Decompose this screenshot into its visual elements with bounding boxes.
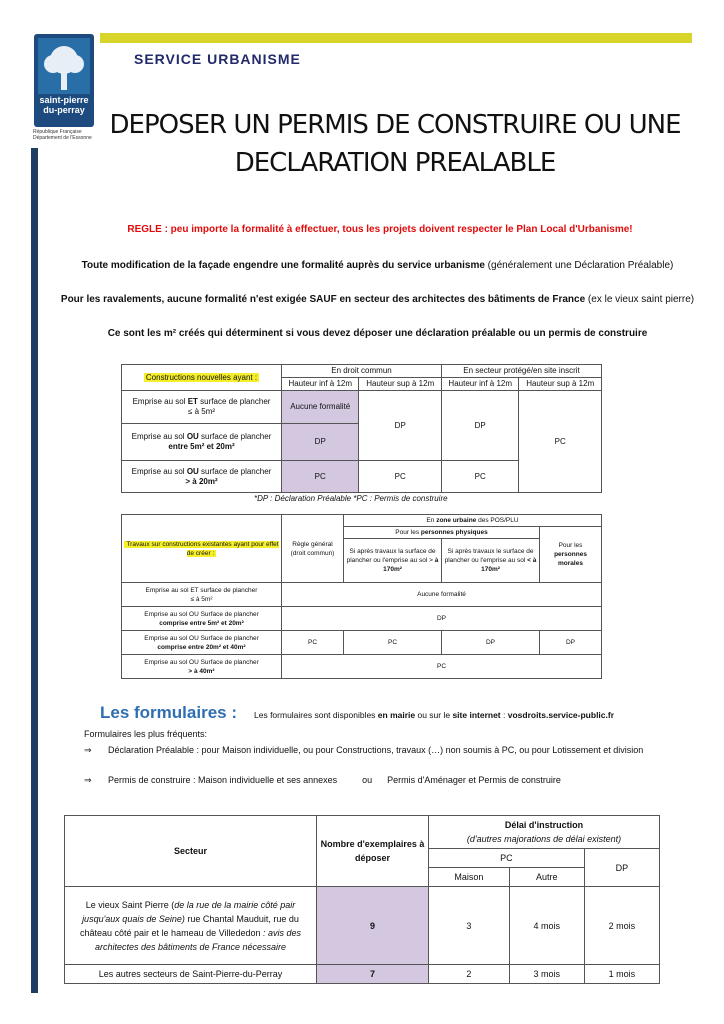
table-row-label: Le vieux Saint Pierre (de la rue de la mairie côté pair jusqu'aux quais de Seine) rue Chantal Mauduit, rue du château côté pair et le hameau de Villededon : avis des architectes des bâtiments de France nécessaire — [65, 887, 317, 965]
table-cell: 9 — [317, 887, 429, 965]
table-cell: DP — [540, 631, 602, 655]
table-header: Règle général (droit commun) — [282, 515, 344, 583]
arrow-icon: ⇒ — [84, 775, 92, 785]
table-cell: PC — [282, 631, 344, 655]
table-cell: 7 — [317, 965, 429, 984]
arrow-icon: ⇒ — [84, 745, 92, 755]
table-cell: 4 mois — [509, 887, 584, 965]
table-row-label: Emprise au sol ET surface de plancher ≤ à 5m² — [122, 583, 282, 607]
instruction-delay-table — [64, 815, 660, 984]
table-cell: Aucune formalité — [282, 583, 602, 607]
paragraph-m2: Ce sont les m² créés qui déterminent si vous devez déposer une déclaration préalable ou un permis de construire — [107, 328, 648, 339]
list-item: ⇒ Déclaration Préalable : pour Maison individuelle, ou pour Constructions, travaux (…) non soumis à PC, ou pour Lotissement et division — [84, 742, 664, 776]
paragraph-ravalement: Pour les ravalements, aucune formalité n'est exigée SAUF en secteur des architectes des bâtiments de France (ex le vieux saint pierre) — [60, 294, 695, 305]
table-subheader: DP — [584, 849, 659, 887]
table-row-label: Emprise au sol OU Surface de plancher comprise entre 5m² et 20m² — [122, 607, 282, 631]
abbreviation-notes: *DP : Déclaration Préalable *PC : Permis de construire — [254, 494, 448, 503]
forms-availability: Les formulaires sont disponibles en mairie ou sur le site internet : vosdroits.service-public.fr — [254, 710, 615, 720]
table-header: Pour les personnes morales — [540, 527, 602, 583]
table-cell: PC — [359, 461, 442, 493]
table-group-header: En secteur protégé/en site inscrit — [441, 365, 601, 378]
table-cell: 2 — [429, 965, 510, 984]
table-subheader: Hauteur inf à 12m — [441, 378, 518, 391]
left-accent-bar — [31, 148, 38, 993]
table-subheader: Si après travaux la surface de plancher ou l'emprise au sol > à 170m² — [344, 539, 442, 583]
table-cell: DP — [442, 631, 540, 655]
table-cell: PC — [344, 631, 442, 655]
table-group-header: En zone urbaine des POS/PLU — [344, 515, 602, 527]
tree-emblem — [38, 38, 90, 94]
table-group-header: En droit commun — [282, 365, 442, 378]
table-subheader: PC — [429, 849, 585, 868]
table-row-label: Emprise au sol OU Surface de plancher > à 40m² — [122, 655, 282, 679]
table-row-label: Emprise au sol ET surface de plancher ≤ à 5m² — [122, 391, 282, 424]
table-cell: 3 mois — [509, 965, 584, 984]
table-subheader: Si après travaux le surface de plancher ou l'emprise au sol < à 170m² — [442, 539, 540, 583]
table-group-header: Délai d'instruction (d'autres majorations de délai existent) — [429, 816, 660, 849]
table-subheader: Hauteur sup à 12m — [519, 378, 602, 391]
table-cell: DP — [441, 391, 518, 461]
service-public-link[interactable]: vosdroits.service-public.fr — [507, 710, 615, 720]
existing-construction-table — [121, 514, 602, 679]
table-header: Secteur — [65, 816, 317, 887]
table-group-header: Pour les personnes physiques — [344, 527, 540, 539]
table-cell: PC — [282, 461, 359, 493]
page-title: DEPOSER UN PERMIS DE CONSTRUIRE OU UNE DECLARATION PREALABLE — [109, 110, 681, 178]
table-cell: PC — [519, 391, 602, 493]
table-subheader: Maison — [429, 868, 510, 887]
table-cell: 1 mois — [584, 965, 659, 984]
table-cell: 3 — [429, 887, 510, 965]
table-row-label: Emprise au sol OU surface de plancher entre 5m² et 20m² — [122, 424, 282, 461]
table-cell: 2 mois — [584, 887, 659, 965]
town-logo — [34, 34, 94, 127]
top-accent-line — [100, 33, 692, 43]
table-row-label: Emprise au sol OU surface de plancher > à 20m² — [122, 461, 282, 493]
table-corner: Constructions nouvelles ayant : — [122, 365, 282, 391]
table-corner: Travaux sur constructions existantes ayant pour effet de créer : — [122, 515, 282, 583]
logo-name-line1: saint-pierre — [39, 95, 89, 105]
table-subheader: Autre — [509, 868, 584, 887]
table-cell: Aucune formalité — [282, 391, 359, 424]
table-cell: DP — [282, 424, 359, 461]
table-cell: PC — [441, 461, 518, 493]
plu-rule: REGLE : peu importe la formalité à effectuer, tous les projets doivent respecter le Plan Local d'Urbanisme! — [127, 224, 633, 235]
table-subheader: Hauteur sup à 12m — [359, 378, 442, 391]
table-cell: PC — [282, 655, 602, 679]
table-subheader: Hauteur inf à 12m — [282, 378, 359, 391]
table-cell: DP — [359, 391, 442, 461]
new-construction-table — [121, 364, 602, 493]
frequent-forms-label: Formulaires les plus fréquents: — [84, 729, 208, 739]
table-cell: DP — [282, 607, 602, 631]
table-header: Nombre d'exemplaires à déposer — [317, 816, 429, 887]
paragraph-facade: Toute modification de la façade engendre une formalité auprès du service urbanisme (généralement une Déclaration Préalable) — [81, 260, 674, 271]
logo-caption: République Française Département de l'Essonne — [33, 129, 92, 141]
service-heading: SERVICE URBANISME — [134, 51, 301, 67]
list-item: ⇒ Permis de construire : Maison individuelle et ses annexes ou Permis d'Aménager et Permis de construire — [84, 772, 664, 789]
table-row-label: Emprise au sol OU Surface de plancher comprise entre 20m² et 40m² — [122, 631, 282, 655]
logo-name-line2: du-perray — [43, 105, 85, 115]
forms-heading: Les formulaires : — [100, 703, 237, 722]
table-row-label: Les autres secteurs de Saint-Pierre-du-Perray — [65, 965, 317, 984]
